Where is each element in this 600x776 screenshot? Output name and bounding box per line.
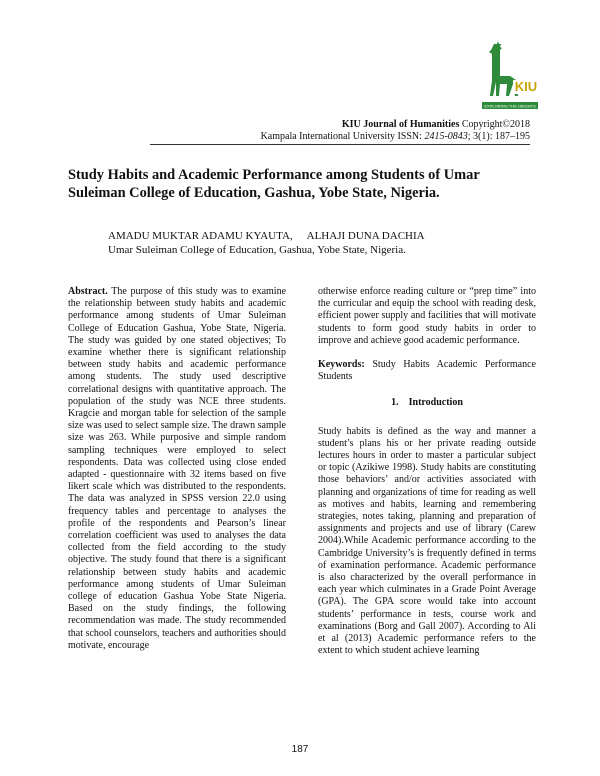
left-column [68, 286, 286, 652]
header-rule [150, 144, 530, 145]
keywords-text: Study Habits Academic Performance Students [318, 359, 536, 383]
journal-header [261, 119, 530, 142]
abstract-label: Abstract. [68, 286, 108, 297]
svg-text:EXPLORING THE HEIGHTS: EXPLORING THE HEIGHTS [484, 103, 536, 109]
abstract-continued: otherwise enforce reading culture or “prep time” into the curricular and equip the school with reading desk, efficient power supply and facilities that will motivate students to form good study habits in order to improve and achieve good academic performance. [318, 286, 536, 346]
authors-block [108, 229, 425, 257]
journal-header-line1 [261, 119, 530, 131]
kiu-giraffe-logo-icon [480, 40, 540, 112]
journal-name: KIU Journal of Humanities [341, 119, 460, 130]
issn: 2415-0843 [424, 130, 468, 142]
right-column [318, 286, 536, 657]
author-names [108, 229, 425, 243]
author-1: AMADU MUKTAR ADAMU KYAUTA, [108, 230, 293, 242]
issn-prefix: Kampala International University ISSN: [260, 130, 422, 142]
svg-text:KIU: KIU [514, 79, 538, 94]
abstract-text: The purpose of this study was to examine the relationship between study habits and academic performance among students of Umar Suleiman College of Education Gashua, Yobe State, Nigeria. The study was guided by one stated objectives; To examine whether there is significant relationship between study habits and academic performance among students. The study used descriptive correlational designs with quantitative approach. The population of the study was NCE three students. Kragcie and morgan table for selection of the sample size was used to select sample size. The drawn sample size was 263. While purposive and simple random sampling techniques were employed to select respondents. Data was collected using close ended adapted - questionnaire with 32 items based on five likert scale which was distributed to the respondents. The data was analyzed in SPSS version 22.0 using frequency tables and percentage to analyses the profile of the respondents and Pearson’s linear correlation coefficient was used to analyses the data collected from the field according to the study objective. The study found that there is a significant relationship between study habits and academic performance among students of Umar Suleiman college of education Gashua Yobe State Nigeria. Based on the study findings, the following recommendation was made. The study recommended that school counselors, teachers and authorities should motivate, encourage [68, 286, 287, 651]
copyright: Copyright©2018 [461, 119, 530, 130]
affiliation: Umar Suleiman College of Education, Gashua, Yobe State, Nigeria. [108, 244, 406, 256]
volume-pages: ; 3(1): 187–195 [467, 130, 530, 142]
paper-title: Study Habits and Academic Performance among Students of Umar Suleiman College of Education, Gashua, Yobe State, Nigeria. [68, 167, 480, 201]
section-heading-introduction: 1. Introduction [391, 397, 463, 409]
abstract [68, 286, 286, 652]
introduction-text: Study habits is defined as the way and manner a student’s plans his or her private reading outside lectures hours in order to master a particular subject or topic (Azikiwe 1998). Study habits are constituting those behaviors’ and/or activities associated with planning and organizations of time for reading as well as motives and habits, learning and remembering strategies, notes taking, planning and preparation of assignments and projects and use of library (Carew 2004).While Academic performance according to the Cambridge University’s is frequently defined in terms of examination performance. Academic performance is also characterized by the overall performance in each year which culminates in a Grade Point Average (GPA). The GPA score would take into account students’ performance in tests, course work and examinations (Borg and Gall 2007). According to Ali et al (2013) Academic performance refers to the extent to which student achieve learning [318, 425, 536, 657]
author-2: ALHAJI DUNA DACHIA [306, 230, 425, 242]
keywords [318, 359, 536, 383]
keywords-label: Keywords: [318, 359, 365, 371]
journal-header-line2 [261, 131, 530, 143]
page-number: 187 [291, 744, 309, 755]
journal-logo [480, 40, 540, 112]
